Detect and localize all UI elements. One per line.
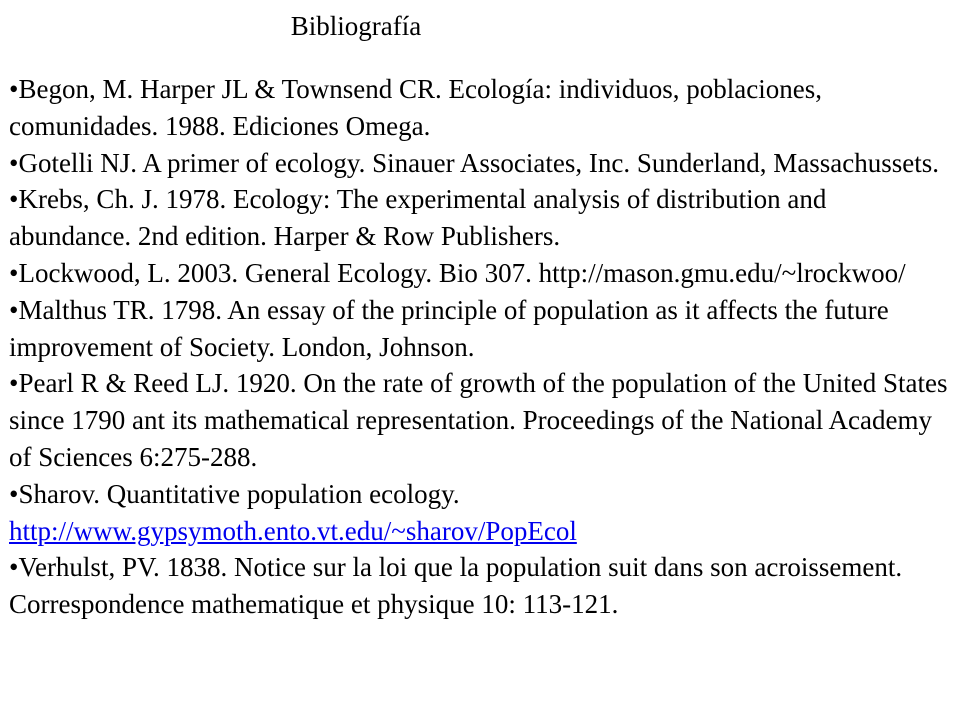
bullet-icon: •: [9, 294, 19, 325]
reference-text: Krebs, Ch. J. 1978. Ecology: The experimental analysis of distribution and abundance. 2nd edition. Harper & Row Publishers.: [9, 184, 827, 252]
reference-item: [9, 255, 953, 292]
reference-list: [9, 71, 953, 623]
popecol-link[interactable]: http://www.gypsymoth.ento.vt.edu/~sharov/PopEcol: [9, 515, 577, 546]
bullet-icon: •: [9, 74, 19, 104]
reference-item: [9, 365, 953, 475]
reference-item: [9, 292, 953, 366]
reference-item: [9, 549, 953, 623]
reference-text: Begon, M. Harper JL & Townsend CR. Ecología: individuos, poblaciones, comunidades. 1988. Ediciones Omega.: [9, 74, 822, 141]
reference-text: Malthus TR. 1798. An essay of the principle of population as it affects the future improvement of Society. London, Johnson.: [9, 294, 889, 362]
reference-text: Verhulst, PV. 1838. Notice sur la loi que la population suit dans son acroissement. Correspondence mathematique et physique 10: 113-121.: [9, 552, 903, 620]
bullet-icon: •: [9, 368, 19, 399]
reference-text: Pearl R & Reed LJ. 1920. On the rate of growth of the population of the United States since 1790 ant its mathematical representation. Proceedings of the National Academy of Sciences 6:275-288.: [9, 368, 948, 472]
bullet-icon: •: [9, 147, 19, 178]
reference-text: Sharov. Quantitative population ecology.: [18, 478, 460, 509]
reference-text: Gotelli NJ. A primer of ecology. Sinauer Associates, Inc. Sunderland, Massachussets.: [18, 147, 940, 178]
bullet-icon: •: [9, 184, 19, 215]
bullet-icon: •: [9, 478, 19, 509]
bullet-icon: •: [9, 257, 19, 288]
slide-title: Bibliografía: [290, 11, 422, 41]
reference-item: [9, 476, 953, 550]
reference-text: Lockwood, L. 2003. General Ecology. Bio 307. http://mason.gmu.edu/~lrockwoo/: [18, 257, 906, 288]
reference-item: [9, 145, 953, 182]
bullet-icon: •: [9, 552, 19, 583]
reference-item: [9, 181, 953, 255]
reference-item: [9, 71, 953, 145]
